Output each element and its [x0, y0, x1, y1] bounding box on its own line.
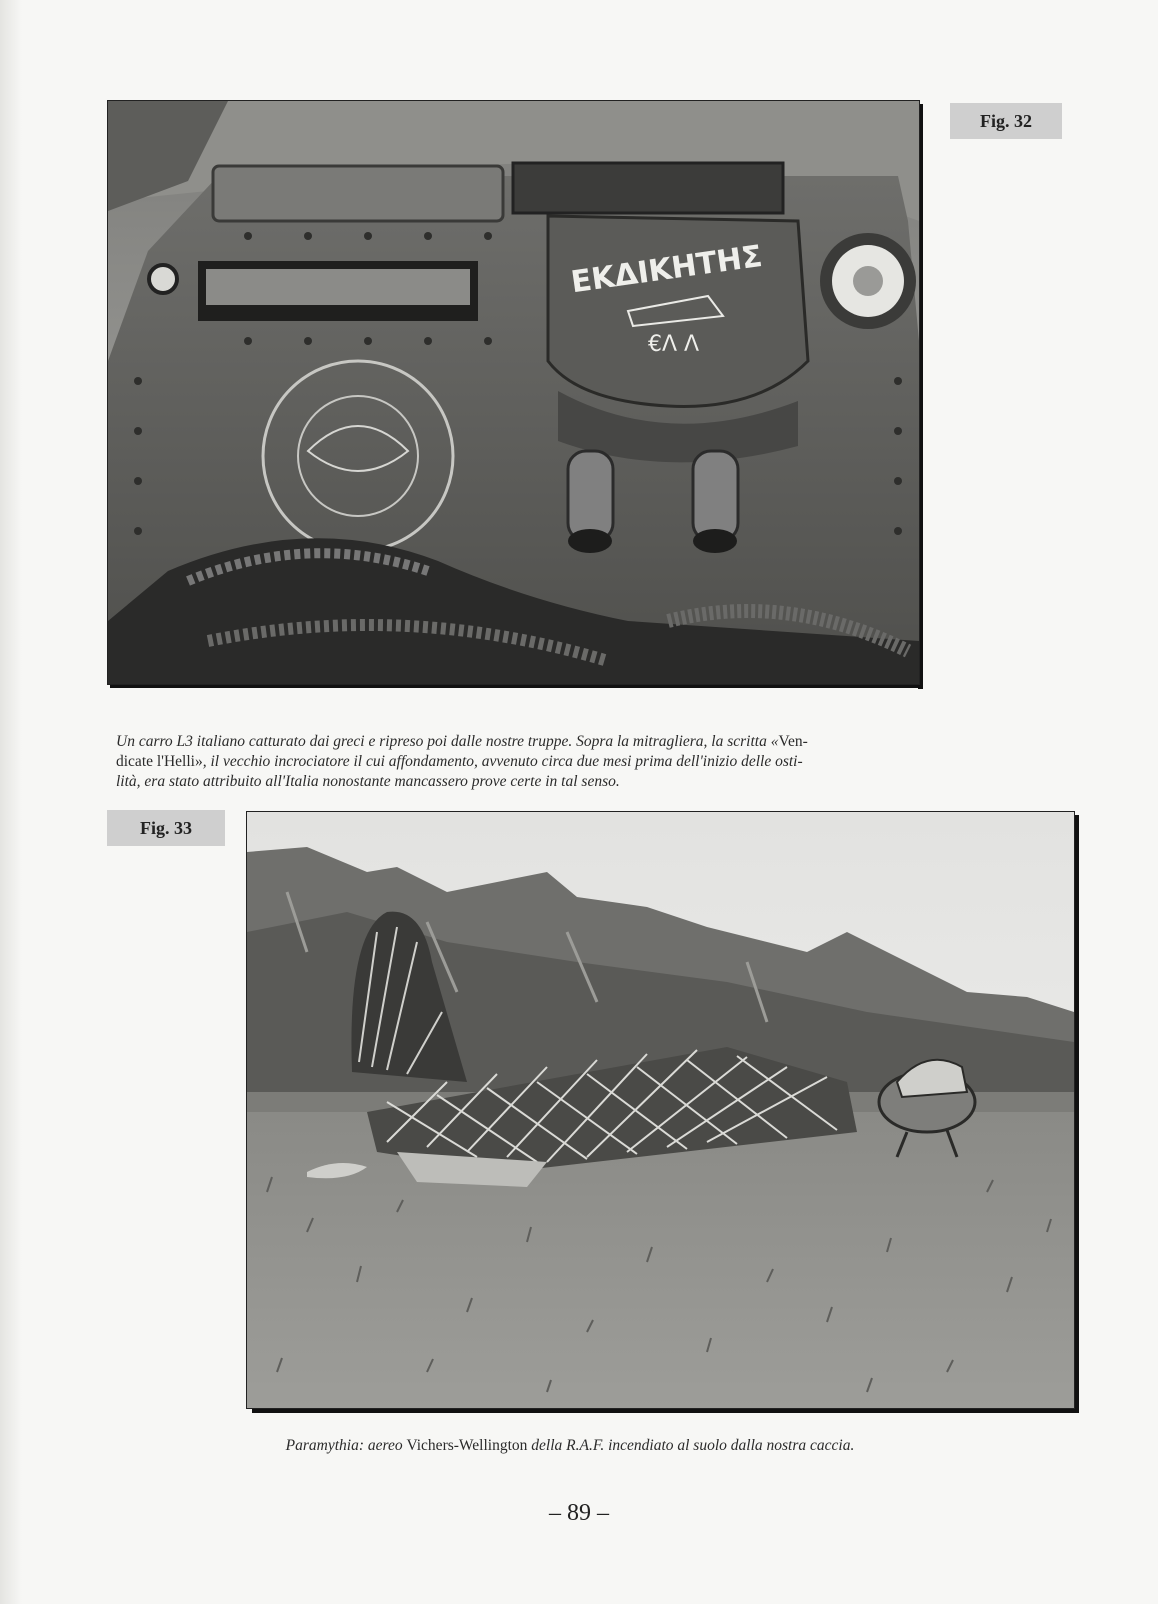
figure-32-caption — [116, 732, 939, 792]
svg-text:€Λ Λ: €Λ Λ — [648, 332, 700, 357]
figure-32-label: Fig. 32 — [950, 103, 1062, 139]
caption-32-part: lità, era stato attribuito all'Italia nonostante mancassero prove certe in tal senso. — [116, 773, 620, 790]
caption-32-part: dicate l'Helli» — [116, 753, 203, 770]
captured-tank-photo-icon — [108, 101, 919, 684]
caption-32-part: , il vecchio incrociatore il cui affondamento, avvenuto circa due mesi prima dell'inizio delle osti- — [202, 753, 803, 770]
page-number: – 89 – — [549, 1500, 609, 1526]
figure-32-photo — [107, 100, 920, 685]
caption-33-part: Vichers-Wellington — [406, 1437, 528, 1454]
aircraft-wreck-photo-icon — [247, 812, 1074, 1408]
figure-33-label: Fig. 33 — [107, 810, 225, 846]
caption-32-part: Un carro L3 italiano catturato dai greci e ripreso poi dalle nostre truppe. Sopra la mitragliera, la scritta « — [116, 733, 779, 750]
figure-33-photo — [246, 811, 1075, 1409]
caption-33-part: Paramythia: aereo — [285, 1437, 407, 1454]
caption-32-part: Ven- — [778, 733, 808, 750]
page-binding-edge — [0, 0, 22, 1604]
figure-33-caption — [160, 1437, 980, 1455]
caption-33-part: della R.A.F. incendiato al suolo dalla nostra caccia. — [527, 1437, 855, 1454]
painted-inscription: ΕΚΔΙΚΗΤΗΣ — [568, 238, 765, 301]
